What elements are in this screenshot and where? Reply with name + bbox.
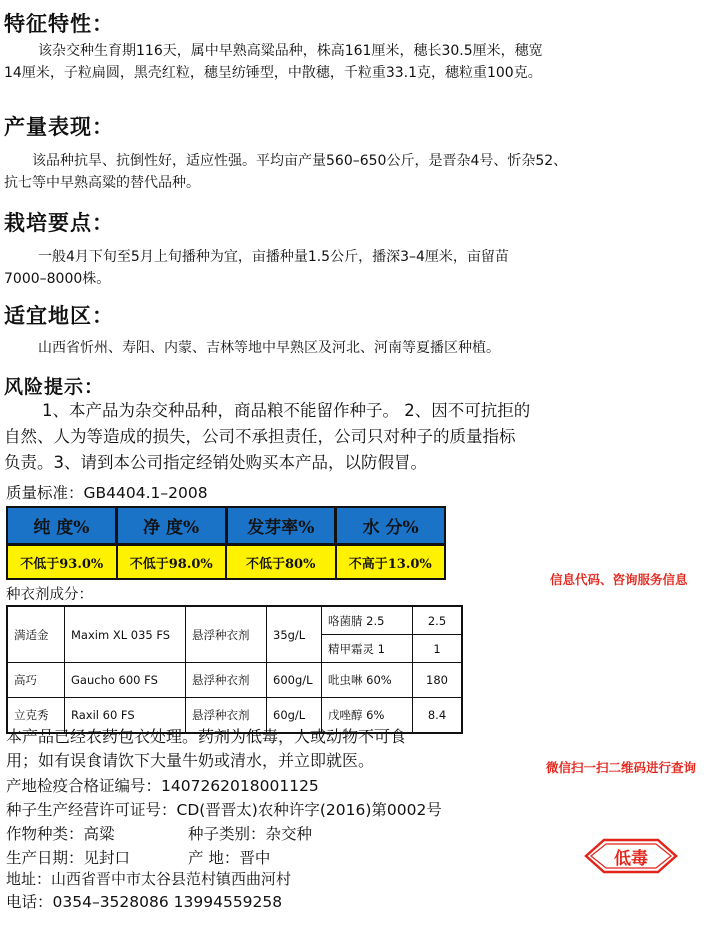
risk-text [4,398,530,476]
coating-label: 种衣剂成分： [6,587,93,603]
features-text [4,40,543,84]
cultivation-heading: 栽培要点： [4,211,114,235]
quality-value-germination: 不低于80% [227,546,337,578]
quality-value-row [8,546,444,578]
risk-heading: 风险提示： [4,376,105,398]
crop-type: 作物种类：高粱 [6,825,115,843]
coating-ingredient: 戊唑醇 6% [322,698,413,734]
quality-table [6,506,446,580]
quarantine-number: 产地检疫合格证编号：140726201800​1125 [6,777,319,795]
coating-row-1 [7,606,462,635]
region-text [4,337,500,359]
cultivation-line-1: 一般4月下旬至5月上旬播种为宜，亩播种量1.5公斤，播深3–4厘米，亩留苗 [38,249,509,265]
risk-line-2: 自然、人为等造成的损失，公司不承担责任，公司只对种子的质量指标 [4,427,516,446]
quality-header-cleanliness: 净 度% [118,508,228,543]
coating-ingredient: 咯菌腈 2.5 [322,606,413,635]
coating-ingredient-value: 180 [413,663,463,698]
cultivation-text [4,246,509,290]
treatment-line-1: 本产品已经农药包衣处理。药剂为低毒，人或动物不可食 [6,727,407,746]
treatment-note [6,725,406,773]
quality-header-moisture: 水 分% [362,518,419,538]
coating-concentration: 60g/L [267,698,322,734]
coating-ingredient-value: 1 [413,635,463,663]
quality-header-row [8,508,444,546]
origin: 产 地：晋中 [188,849,271,867]
cultivation-line-2: 7000–8000株。 [4,271,111,287]
quality-standard-label: 质量标准：GB4404.1–2008 [6,484,208,502]
seed-type: 种子类别：杂交种 [188,825,313,843]
yield-text [4,150,567,194]
wechat-note: 微信扫一扫二维码进行查询 [546,760,697,775]
features-heading: 特征特性： [4,12,114,36]
low-toxicity-badge [584,837,678,875]
coating-type: 悬浮种衣剂 [186,606,267,663]
region-heading: 适宜地区： [4,304,114,328]
coating-formula: Raxil 60 FS [65,698,186,734]
coating-type: 悬浮种衣剂 [186,698,267,734]
yield-line-2: 抗七等中早熟高粱的替代品种。 [4,175,200,191]
region-line-1: 山西省忻州、寿阳、内蒙、吉林等地中早熟区及河北、河南等夏播区种植。 [38,340,500,356]
coating-ingredient-value: 2.5 [413,606,463,635]
risk-line-3: 负责。3、请到本公司指定经销处购买本产品，以防假冒。 [4,453,427,472]
yield-line-1: 该品种抗旱、抗倒性好，适应性强。平均亩产量560–650公斤，是晋杂4号、忻杂52、 [32,153,568,169]
coating-ingredient: 精甲霜灵 1 [322,635,413,663]
coating-ingredient: 吡虫啉 60% [322,663,413,698]
coating-product: 立克秀 [7,698,65,734]
quality-header-purity: 纯 度% [8,508,118,543]
coating-product: 满适金 [7,606,65,663]
quality-header-germination: 发芽率% [228,508,338,543]
coating-product: 高巧 [7,663,65,698]
address: 地址：山西省晋中市太谷县范村镇西曲河村 [6,870,292,888]
coating-concentration: 600g/L [267,663,322,698]
coating-row-2 [7,663,462,698]
features-line-2: 14厘米，子粒扁圆，黑壳红粒，穗呈纺锤型，中散穗，千粒重33.1克，穗粒重100克。 [4,65,542,81]
coating-formula: Gaucho 600 FS [65,663,186,698]
yield-heading: 产量表现： [4,115,114,139]
coating-type: 悬浮种衣剂 [186,663,267,698]
quality-value-cleanliness: 不低于98.0% [118,546,228,578]
coating-concentration: 35g/L [267,606,322,663]
production-date: 生产日期：见封口 [6,849,131,867]
risk-line-1: 1、本产品为杂交种品种，商品粮不能留作种子。 2、因不可抗拒的 [42,401,531,420]
treatment-line-2: 用；如有误食请饮下大量牛奶或清水，并立即就医。 [6,751,375,770]
coating-formula: Maxim XL 035 FS [65,606,186,663]
features-line-1: 该杂交种生育期116天，属中早熟高粱品种，株高161厘米，穗长30.5厘米，穗宽 [38,43,543,59]
coating-ingredient-value: 8.4 [413,698,463,734]
coating-table [6,605,463,734]
quality-value-moisture: 不高于13.0% [348,556,432,572]
low-toxicity-text: 低毒 [614,848,648,869]
quality-value-purity: 不低于93.0% [8,546,118,578]
phone: 电话：0354–3528086 13994559258 [6,893,283,911]
info-code-note: 信息代码、咨询服务信息 [550,572,688,587]
license-number: 种子生产经营许可证号：CD(晋晋太)农种许字(2016)第0002号 [6,801,442,819]
